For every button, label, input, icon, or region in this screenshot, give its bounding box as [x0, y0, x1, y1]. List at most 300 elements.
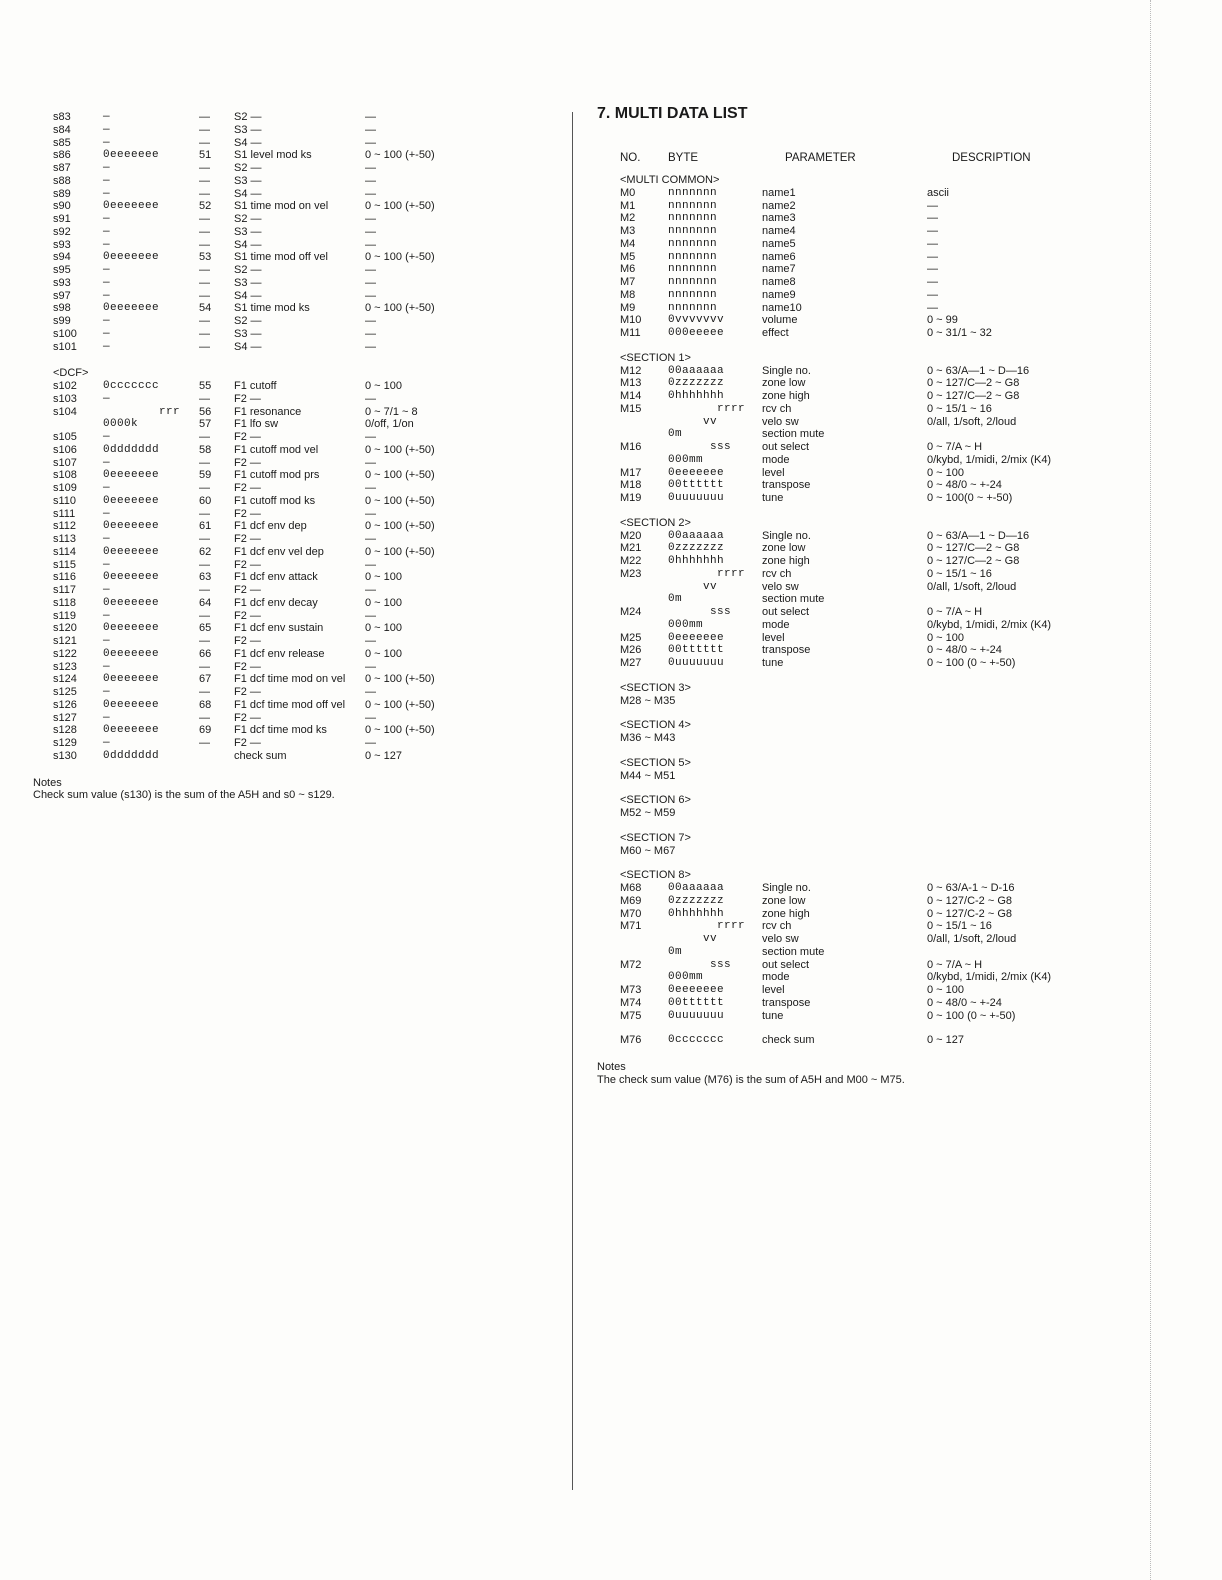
- cell-no: s114: [53, 545, 77, 558]
- table-row: [597, 657, 1117, 670]
- cell-no: s84: [53, 123, 71, 136]
- cell-description: 0 ~ 100 (+-50): [365, 200, 435, 213]
- cell-byte: sss: [668, 958, 732, 971]
- cell-no: s87: [53, 162, 71, 174]
- cell-index: —: [199, 213, 210, 225]
- cell-index: —: [199, 584, 210, 596]
- cell-no: M70: [620, 907, 642, 920]
- table-row: [597, 908, 1117, 921]
- cell-byte: vv: [668, 933, 718, 945]
- cell-parameter: Single no.: [762, 529, 811, 542]
- cell-no: M25: [620, 631, 642, 644]
- cell-parameter: name5: [762, 237, 796, 250]
- table-row: [33, 290, 553, 303]
- column-divider: [572, 112, 573, 1490]
- cell-parameter: F2 —: [234, 609, 261, 622]
- cell-byte: 0m: [668, 428, 683, 441]
- table-row: [33, 380, 553, 393]
- cell-description: 0 ~ 100: [927, 631, 965, 644]
- cell-parameter: F1 dcf env release: [234, 647, 325, 660]
- cell-parameter: F2 —: [234, 558, 261, 571]
- table-row: [33, 341, 553, 354]
- cell-byte: 00tttttt: [668, 479, 725, 492]
- cell-no: s91: [53, 213, 71, 225]
- table-row: [33, 610, 553, 623]
- header-byte: BYTE: [668, 152, 699, 164]
- cell-parameter: F1 resonance: [234, 405, 302, 418]
- table-row: [33, 315, 553, 328]
- cell-parameter: mode: [762, 618, 790, 631]
- cell-byte: nnnnnnn: [668, 212, 718, 225]
- table-row: [33, 175, 553, 188]
- cell-description: 0 ~ 100 (+-50): [365, 302, 435, 315]
- table-row: [597, 606, 1117, 619]
- cell-byte: 0uuuuuuu: [668, 492, 725, 504]
- cell-parameter: velo sw: [762, 933, 799, 945]
- table-row: [597, 479, 1117, 492]
- table-row: [33, 724, 553, 737]
- cell-byte: —: [103, 213, 111, 225]
- table-row: [33, 546, 553, 559]
- cell-no: s100: [53, 327, 77, 340]
- cell-index: 64: [199, 596, 212, 609]
- table-row: [33, 444, 553, 457]
- cell-index: —: [199, 507, 210, 520]
- cell-parameter: F2 —: [234, 392, 261, 405]
- cell-description: 0 ~ 100 (0 ~ +-50): [927, 1009, 1016, 1022]
- cell-index: —: [199, 392, 210, 405]
- cell-byte: 0eeeeeee: [103, 200, 160, 213]
- cell-no: M4: [620, 237, 636, 250]
- cell-byte: 0hhhhhhh: [668, 907, 725, 920]
- cell-no: s102: [53, 380, 77, 392]
- cell-description: —: [365, 276, 376, 289]
- cell-byte: 0uuuuuuu: [668, 657, 725, 669]
- cell-no: M12: [620, 364, 642, 377]
- cell-parameter: velo sw: [762, 580, 799, 593]
- cell-description: 0 ~ 7/A ~ H: [927, 441, 983, 453]
- table-row: [597, 632, 1117, 645]
- table-row: [33, 124, 553, 137]
- section-label: <SECTION 2>: [620, 516, 691, 529]
- cell-index: —: [199, 289, 210, 302]
- cell-index: —: [199, 111, 210, 123]
- cell-parameter: zone low: [762, 377, 806, 390]
- cell-no: s128: [53, 724, 77, 737]
- cell-parameter: F2 —: [234, 533, 261, 545]
- cell-parameter: name7: [762, 263, 796, 276]
- cell-byte: 000eeeee: [668, 327, 725, 339]
- cell-byte: 0m: [668, 945, 683, 958]
- table-row: [597, 568, 1117, 581]
- cell-index: —: [199, 431, 210, 443]
- cell-no: M1: [620, 199, 636, 212]
- table-row: [33, 635, 553, 648]
- cell-description: —: [365, 213, 376, 225]
- cell-byte: 00aaaaaa: [668, 364, 725, 377]
- cell-description: —: [365, 737, 376, 749]
- table-row: [597, 1034, 1117, 1047]
- cell-description: —: [365, 174, 376, 187]
- cell-byte: 0eeeeeee: [103, 302, 160, 315]
- section-label: <SECTION 5>: [620, 756, 691, 769]
- cell-no: M3: [620, 225, 636, 237]
- cell-description: 0 ~ 100: [365, 647, 403, 660]
- cell-byte: 0ccccccc: [668, 1034, 725, 1047]
- cell-parameter: F1 dcf time mod ks: [234, 724, 327, 737]
- cell-parameter: F2 —: [234, 686, 261, 698]
- table-row: [597, 971, 1117, 984]
- cell-index: —: [199, 174, 210, 187]
- notes-text: Check sum value (s130) is the sum of the A5H and s0 ~ s129.: [33, 789, 335, 802]
- cell-index: 69: [199, 724, 212, 737]
- table-row: [33, 712, 553, 725]
- cell-no: s130: [53, 749, 77, 762]
- cell-no: s94: [53, 251, 71, 264]
- cell-parameter: section mute: [762, 428, 825, 441]
- cell-parameter: S1 time mod off vel: [234, 251, 328, 264]
- cell-byte: 0eeeeeee: [103, 149, 160, 162]
- cell-no: s127: [53, 711, 77, 724]
- cell-description: 0/all, 1/soft, 2/loud: [927, 415, 1017, 428]
- cell-no: M76: [620, 1034, 642, 1047]
- cell-description: —: [365, 711, 376, 724]
- cell-byte: 0zzzzzzz: [668, 894, 725, 907]
- cell-index: 52: [199, 200, 212, 213]
- cell-description: 0 ~ 100: [365, 596, 403, 609]
- cell-parameter: S3 —: [234, 276, 262, 289]
- cell-parameter: F1 dcf env vel dep: [234, 545, 324, 558]
- cell-description: —: [365, 187, 376, 200]
- table-row: [33, 533, 553, 546]
- cell-description: 0 ~ 100 (+-50): [365, 545, 435, 558]
- table-row: [597, 276, 1117, 289]
- cell-byte: —: [103, 174, 111, 187]
- cell-parameter: transpose: [762, 996, 811, 1009]
- cell-byte: nnnnnnn: [668, 288, 718, 301]
- cell-byte: —: [103, 635, 111, 647]
- cell-byte: —: [103, 482, 111, 494]
- cell-parameter: S1 time mod on vel: [234, 200, 329, 213]
- table-row: [597, 997, 1117, 1010]
- cell-no: s97: [53, 289, 71, 302]
- cell-byte: —: [103, 340, 111, 353]
- cell-byte: —: [103, 187, 111, 200]
- cell-no: s113: [53, 533, 77, 545]
- cell-index: —: [199, 533, 210, 545]
- section-label: <SECTION 4>: [620, 719, 691, 732]
- cell-no: s90: [53, 200, 71, 213]
- table-row: [33, 559, 553, 572]
- cell-byte: nnnnnnn: [668, 263, 718, 276]
- cell-index: 60: [199, 494, 212, 507]
- cell-index: 57: [199, 418, 212, 431]
- cell-parameter: name4: [762, 225, 796, 237]
- table-row: [597, 238, 1117, 251]
- cell-description: —: [365, 136, 376, 149]
- cell-parameter: S3 —: [234, 174, 262, 187]
- cell-parameter: check sum: [762, 1034, 815, 1047]
- table-row: [33, 162, 553, 175]
- cell-no: M24: [620, 606, 642, 618]
- page-title: 7. MULTI DATA LIST: [597, 105, 748, 122]
- cell-index: —: [199, 456, 210, 469]
- cell-byte: —: [103, 711, 111, 724]
- cell-index: 59: [199, 469, 212, 482]
- notes-text: The check sum value (M76) is the sum of A5H and M00 ~ M75.: [597, 1073, 905, 1086]
- cell-no: M71: [620, 920, 642, 933]
- cell-description: 0 ~ 48/0 ~ +-24: [927, 996, 1002, 1009]
- cell-parameter: F1 cutoff: [234, 380, 277, 392]
- section1-rows: [597, 365, 1117, 505]
- cell-parameter: name10: [762, 301, 802, 314]
- cell-no: s108: [53, 469, 77, 482]
- cell-parameter: out select: [762, 441, 810, 453]
- table-row: [33, 393, 553, 406]
- cell-parameter: S3 —: [234, 225, 262, 238]
- cell-description: 0 ~ 7/1 ~ 8: [365, 405, 418, 418]
- cell-parameter: tune: [762, 657, 784, 669]
- cell-index: 56: [199, 405, 212, 418]
- cell-index: —: [199, 187, 210, 200]
- cell-byte: 0eeeeeee: [103, 596, 160, 609]
- header-description: DESCRIPTION: [952, 152, 1031, 164]
- cell-index: —: [199, 482, 210, 494]
- cell-description: 0 ~ 15/1 ~ 16: [927, 567, 992, 580]
- cell-no: s105: [53, 431, 77, 443]
- table-row: [597, 390, 1117, 403]
- table-row: [597, 251, 1117, 264]
- cell-parameter: S4 —: [234, 340, 262, 353]
- cell-byte: 0eeeeeee: [103, 571, 160, 584]
- cell-byte: —: [103, 737, 111, 749]
- cell-parameter: F2 —: [234, 660, 261, 673]
- cell-no: s109: [53, 482, 77, 494]
- cell-parameter: out select: [762, 606, 810, 618]
- cell-index: 62: [199, 545, 212, 558]
- table-row: [33, 648, 553, 661]
- cell-description: 0 ~ 127/C—2 ~ G8: [927, 555, 1020, 567]
- cell-parameter: S2 —: [234, 213, 262, 225]
- cell-parameter: rcv ch: [762, 567, 792, 580]
- section-range: M36 ~ M43: [620, 732, 676, 744]
- cell-byte: sss: [668, 606, 732, 618]
- table-row: [597, 212, 1117, 225]
- cell-no: M10: [620, 314, 642, 327]
- cell-parameter: S1 level mod ks: [234, 149, 312, 162]
- cell-description: —: [365, 635, 376, 647]
- table-row: [33, 111, 553, 124]
- cell-byte: 000mm: [668, 453, 704, 466]
- table-row: [597, 593, 1117, 606]
- cell-no: M72: [620, 958, 642, 971]
- cell-description: 0 ~ 63/A—1 ~ D—16: [927, 529, 1030, 542]
- cell-parameter: rcv ch: [762, 920, 792, 933]
- cell-parameter: F1 lfo sw: [234, 418, 279, 431]
- cell-byte: 0ccccccc: [103, 380, 160, 392]
- table-row: [597, 225, 1117, 238]
- cell-parameter: level: [762, 466, 785, 479]
- cell-index: —: [199, 162, 210, 174]
- table-row: [33, 239, 553, 252]
- cell-parameter: volume: [762, 314, 798, 327]
- table-row: [33, 597, 553, 610]
- cell-index: 58: [199, 443, 212, 456]
- cell-no: s110: [53, 494, 77, 507]
- cell-description: 0 ~ 63/A-1 ~ D-16: [927, 882, 1015, 894]
- cell-parameter: F1 cutoff mod vel: [234, 443, 319, 456]
- cell-no: s101: [53, 340, 77, 353]
- cell-index: 54: [199, 302, 212, 315]
- cell-no: M27: [620, 657, 642, 669]
- table-row: [33, 584, 553, 597]
- cell-byte: —: [103, 327, 111, 340]
- cell-byte: 0eeeeeee: [103, 673, 160, 686]
- cell-description: 0 ~ 100 (+-50): [365, 520, 435, 533]
- cell-byte: 0eeeeeee: [103, 698, 160, 711]
- cell-byte: 00aaaaaa: [668, 882, 725, 894]
- table-row: [597, 895, 1117, 908]
- cell-index: 68: [199, 698, 212, 711]
- cell-no: s117: [53, 584, 77, 596]
- cell-description: 0 ~ 127: [927, 1034, 965, 1047]
- cell-byte: 0eeeeeee: [103, 251, 160, 264]
- cell-description: 0/all, 1/soft, 2/loud: [927, 933, 1017, 945]
- cell-index: —: [199, 737, 210, 749]
- notes-title: Notes: [597, 1061, 626, 1073]
- cell-byte: nnnnnnn: [668, 301, 718, 314]
- cell-index: —: [199, 264, 210, 276]
- table-row: [597, 416, 1117, 429]
- cell-description: —: [365, 686, 376, 698]
- cell-index: —: [199, 711, 210, 724]
- cell-description: —: [365, 533, 376, 545]
- cell-parameter: tune: [762, 1009, 784, 1022]
- table-row: [597, 263, 1117, 276]
- cell-description: —: [365, 392, 376, 405]
- table-row: [597, 492, 1117, 505]
- cell-description: —: [927, 276, 938, 288]
- cell-parameter: S2 —: [234, 162, 262, 174]
- column-headers: [597, 152, 1117, 168]
- table-row: [33, 699, 553, 712]
- table-row: [33, 406, 553, 419]
- cell-parameter: zone high: [762, 555, 810, 567]
- cell-no: M14: [620, 390, 642, 402]
- cell-byte: 0eeeeeee: [668, 631, 725, 644]
- cell-description: —: [365, 456, 376, 469]
- cell-no: s111: [53, 507, 76, 520]
- cell-description: 0 ~ 100: [365, 380, 403, 392]
- cell-description: —: [365, 315, 376, 327]
- table-row: [597, 428, 1117, 441]
- cell-parameter: F1 dcf time mod off vel: [234, 698, 346, 711]
- section-range: M60 ~ M67: [620, 844, 676, 857]
- cell-description: 0 ~ 48/0 ~ +-24: [927, 479, 1002, 492]
- cell-parameter: zone high: [762, 390, 810, 402]
- cell-description: 0 ~ 127/C—2 ~ G8: [927, 390, 1020, 402]
- cell-parameter: tune: [762, 492, 784, 504]
- table-row: [597, 542, 1117, 555]
- cell-description: 0 ~ 100: [365, 622, 403, 635]
- cell-byte: —: [103, 558, 111, 571]
- cell-index: —: [199, 558, 210, 571]
- cell-byte: —: [103, 533, 111, 545]
- cell-byte: 0eeeeeee: [103, 622, 160, 635]
- cell-no: M9: [620, 301, 636, 314]
- cell-description: 0 ~ 100 (+-50): [365, 494, 435, 507]
- cell-no: M74: [620, 996, 642, 1009]
- cell-byte: 0m: [668, 593, 683, 606]
- dcf-heading: [33, 367, 553, 380]
- cell-no: s125: [53, 686, 77, 698]
- notes-title: Notes: [33, 776, 62, 789]
- cell-description: 0 ~ 127/C-2 ~ G8: [927, 894, 1012, 907]
- table-row: [33, 200, 553, 213]
- cell-no: s120: [53, 622, 77, 635]
- cell-byte: 0000k: [103, 418, 139, 431]
- cell-description: —: [927, 225, 938, 237]
- table-row: [597, 454, 1117, 467]
- cell-parameter: F1 dcf env attack: [234, 571, 318, 584]
- section-range: M52 ~ M59: [620, 807, 676, 819]
- section-label: <SECTION 3>: [620, 681, 691, 694]
- table-row: [33, 418, 553, 431]
- cell-index: 63: [199, 571, 212, 584]
- cell-description: 0 ~ 100 (+-50): [365, 724, 435, 737]
- cell-no: M7: [620, 276, 636, 288]
- cell-index: 61: [199, 520, 212, 533]
- cell-byte: vv: [668, 580, 718, 593]
- cell-byte: —: [103, 392, 111, 405]
- cell-parameter: S4 —: [234, 136, 262, 149]
- cell-no: s98: [53, 302, 71, 315]
- cell-byte: —: [103, 264, 111, 276]
- cell-byte: —: [103, 507, 111, 520]
- cell-description: —: [365, 660, 376, 673]
- cell-parameter: S4 —: [234, 187, 262, 200]
- cell-index: —: [199, 225, 210, 238]
- cell-description: 0 ~ 7/A ~ H: [927, 958, 983, 971]
- cell-description: 0 ~ 100: [927, 466, 965, 479]
- cell-byte: 0hhhhhhh: [668, 390, 725, 402]
- cell-no: s83: [53, 111, 71, 123]
- cell-no: M11: [620, 327, 641, 339]
- table-row: [33, 277, 553, 290]
- cell-byte: —: [103, 238, 111, 251]
- cell-description: —: [365, 558, 376, 571]
- cell-no: s118: [53, 596, 77, 609]
- cell-no: s85: [53, 136, 71, 149]
- header-parameter: PARAMETER: [785, 152, 856, 164]
- cell-description: —: [365, 482, 376, 494]
- cell-parameter: F1 cutoff mod ks: [234, 494, 316, 507]
- cell-index: —: [199, 340, 210, 353]
- cell-parameter: name3: [762, 212, 796, 225]
- cell-no: M17: [620, 466, 642, 479]
- cell-no: M6: [620, 263, 636, 276]
- cell-byte: 000mm: [668, 618, 704, 631]
- cell-no: s122: [53, 647, 77, 660]
- table-row: [33, 137, 553, 150]
- table-row: [597, 984, 1117, 997]
- table-row: [33, 661, 553, 674]
- table-row: [33, 251, 553, 264]
- cell-parameter: name8: [762, 276, 796, 288]
- cell-parameter: F2 —: [234, 482, 261, 494]
- cell-parameter: F2 —: [234, 711, 261, 724]
- cell-parameter: name6: [762, 250, 796, 263]
